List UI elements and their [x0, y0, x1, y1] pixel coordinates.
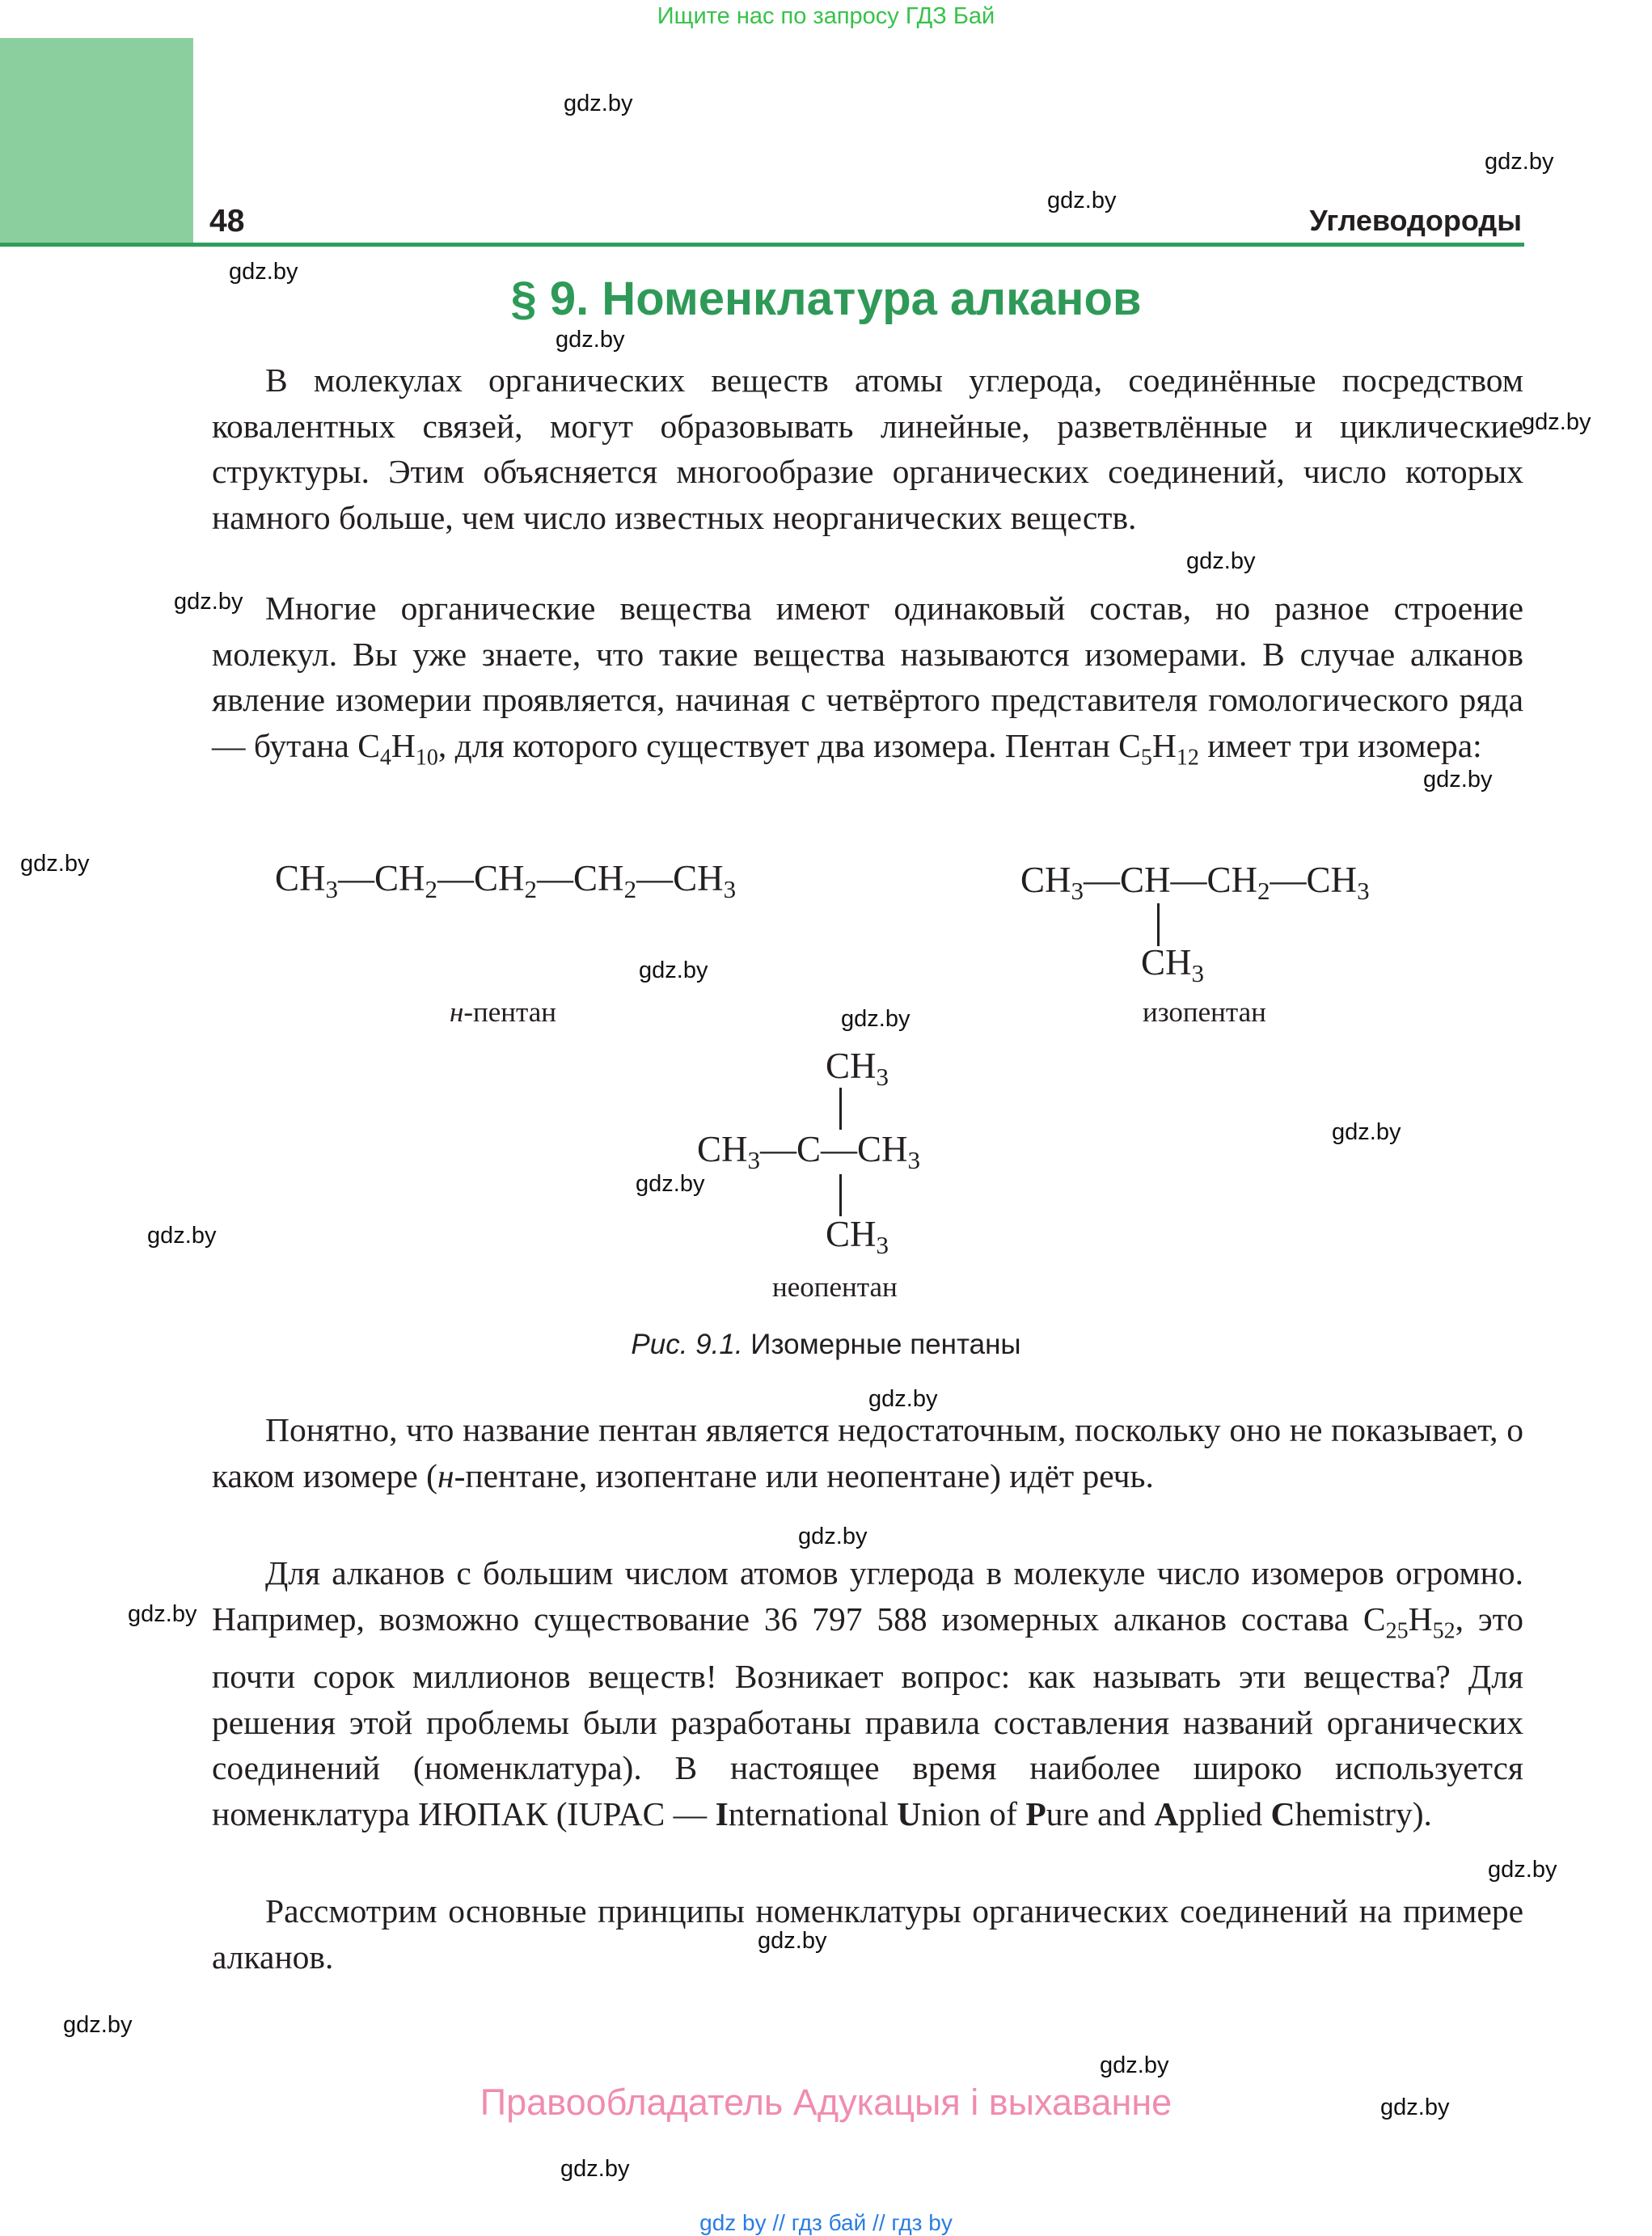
bond-vertical [839, 1174, 842, 1216]
watermark: gdz.by [636, 1171, 705, 1197]
watermark: gdz.by [639, 957, 708, 983]
subscript: 2 [623, 875, 637, 903]
paragraph-4 [212, 1550, 1523, 1837]
watermark: gdz.by [20, 851, 90, 877]
bond: — [338, 858, 375, 898]
watermark: gdz.by [1332, 1119, 1401, 1145]
italic-n: н [437, 1456, 454, 1494]
watermark: gdz.by [1100, 2052, 1169, 2078]
group-c: C [796, 1129, 822, 1169]
subscript: 3 [1191, 959, 1205, 987]
watermark: gdz.by [1047, 188, 1117, 213]
group-ch2: CH [573, 858, 624, 898]
page-number: 48 [209, 204, 245, 239]
paragraph-3 [212, 1407, 1523, 1498]
bond: — [537, 858, 574, 898]
neopentane-top [826, 1046, 889, 1091]
subscript: 3 [723, 875, 737, 903]
paragraph-2-text-c: имеет три изомера: [1198, 726, 1482, 764]
subscript: 2 [1257, 877, 1270, 905]
neopentane-label: неопентан [772, 1271, 898, 1303]
formula-h: H [1151, 726, 1177, 764]
paragraph-4-text-e: ure and [1046, 1794, 1155, 1832]
bond: — [821, 1129, 858, 1169]
paragraph-1 [212, 357, 1523, 540]
subscript: 2 [524, 875, 538, 903]
watermark: gdz.by [560, 2156, 630, 2182]
figure-label: Рис. 9.1. [631, 1329, 743, 1360]
group-ch3: CH [1141, 942, 1192, 983]
bond: — [1270, 860, 1307, 900]
paragraph-2-text-a: Многие органические вещества имеют одинаковый состав, но разное строение молекул. Вы уже знаете, что такие вещества называются изомерами. В случае алканов явление изомерии проявляется, начиная с четвёртого представителя гомологического ряда — бутана C [212, 590, 1523, 764]
watermark: gdz.by [128, 1601, 197, 1627]
bond: — [1170, 860, 1207, 900]
section-title: § 9. Номенклатура алканов [510, 273, 1142, 325]
subscript: 3 [325, 875, 339, 903]
paragraph-3-text-b: -пентане, изопентане или неопентане) идёт речь. [454, 1456, 1154, 1494]
iupac-cap: I [715, 1794, 729, 1832]
group-ch3: CH [697, 1129, 748, 1169]
watermark: gdz.by [1522, 409, 1591, 435]
watermark: gdz.by [174, 589, 243, 615]
italic-n: н [450, 996, 464, 1028]
paragraph-1-text: В молекулах органических веществ атомы углерода, соединённые посредством ковалентных связей, могут образовывать линейные, разветвлённые и циклические структуры. Этим объясняется многообразие органических соединений, число которых намного больше, чем число известных неорганических веществ. [212, 361, 1523, 536]
subscript: 3 [747, 1146, 761, 1174]
paragraph-4-text-b: , это почти сорок миллионов веществ! Возникает вопрос: как называть эти вещества? Для решения этой проблемы были разработаны правила составления названий органических соединений (номенклатура). В настоящее время наиболее широко используется номенклатура ИЮПАК (IUPAC — [212, 1600, 1523, 1832]
iupac-cap: P [1025, 1794, 1046, 1832]
paragraph-4-text-c: nternational [728, 1794, 898, 1832]
group-ch2: CH [1206, 860, 1258, 900]
bond: — [760, 1129, 797, 1169]
footer-links[interactable]: gdz by // гдз бай // гдз by [699, 2210, 953, 2235]
subscript: 3 [876, 1231, 889, 1259]
bond-vertical [1157, 903, 1160, 946]
n-pentane-formula [275, 858, 737, 903]
neopentane-bottom [826, 1214, 889, 1259]
watermark: gdz.by [147, 1223, 217, 1249]
neopentane-middle [697, 1129, 921, 1174]
watermark: gdz.by [556, 327, 625, 353]
subscript: 2 [425, 875, 438, 903]
running-head: Углеводороды [1309, 204, 1522, 237]
header-rule [0, 243, 1524, 247]
rights-holder-notice: Правообладатель Адукацыя і выхаванне [480, 2082, 1172, 2123]
subscript: 3 [1071, 877, 1084, 905]
formula-sub: 4 [379, 744, 391, 770]
header-green-block [0, 38, 193, 244]
group-ch3: CH [1020, 860, 1071, 900]
watermark: gdz.by [63, 2012, 133, 2038]
paragraph-5-text: Рассмотрим основные принципы номенклатуры органических соединений на примере алканов. [212, 1892, 1523, 1976]
watermark: gdz.by [1485, 149, 1554, 175]
group-ch2: CH [374, 858, 425, 898]
paragraph-4-text-a: Для алканов с большим числом атомов углерода в молекуле число изомеров огромно. Например, возможно существование 36 797 588 изомерных алканов состава C [212, 1554, 1523, 1638]
group-ch3: CH [275, 858, 326, 898]
watermark: gdz.by [758, 1928, 827, 1954]
watermark: gdz.by [1423, 767, 1493, 793]
isopentane-branch [1141, 942, 1205, 987]
group-ch: CH [1120, 860, 1171, 900]
watermark: gdz.by [868, 1386, 938, 1412]
paragraph-4-text-f: pplied [1178, 1794, 1271, 1832]
paragraph-4-text-d: nion of [921, 1794, 1026, 1832]
formula-sub: 12 [1176, 744, 1199, 770]
iupac-cap: C [1270, 1794, 1295, 1832]
group-ch3: CH [826, 1214, 877, 1254]
n-pentane-label [450, 996, 556, 1029]
group-ch2: CH [474, 858, 525, 898]
formula-sub: 25 [1385, 1617, 1409, 1643]
group-ch3: CH [673, 858, 724, 898]
figure-caption-text: Изомерные пентаны [742, 1329, 1021, 1360]
isopentane-formula [1020, 860, 1370, 905]
formula-h: H [1408, 1600, 1433, 1638]
isopentane-label: изопентан [1143, 996, 1266, 1028]
group-ch3: CH [1306, 860, 1358, 900]
bond: — [437, 858, 475, 898]
group-ch3: CH [826, 1046, 877, 1086]
subscript: 3 [876, 1063, 889, 1091]
n-pentane-label-text: -пентан [463, 996, 557, 1028]
paragraph-4-text-g: hemistry). [1295, 1794, 1432, 1832]
watermark: gdz.by [1380, 2094, 1450, 2120]
bond-vertical [839, 1088, 842, 1130]
paragraph-2-text-b: , для которого существует два изомера. Пентан C [437, 726, 1141, 764]
watermark: gdz.by [229, 259, 298, 285]
bond: — [1084, 860, 1121, 900]
paragraph-3-text-a: Понятно, что название пентан является недостаточным, поскольку оно не показывает, о каком изомере ( [212, 1411, 1523, 1494]
figure-caption [0, 1329, 1652, 1361]
group-ch3: CH [857, 1129, 908, 1169]
watermark: gdz.by [1186, 548, 1256, 574]
bond: — [636, 858, 674, 898]
formula-sub: 52 [1432, 1617, 1456, 1643]
watermark: gdz.by [1488, 1857, 1557, 1883]
iupac-cap: U [897, 1794, 922, 1832]
top-banner: Ищите нас по запросу ГДЗ Бай [657, 3, 995, 29]
subscript: 3 [1357, 877, 1370, 905]
iupac-cap: A [1154, 1794, 1179, 1832]
watermark: gdz.by [564, 91, 633, 116]
subscript: 3 [907, 1146, 921, 1174]
watermark: gdz.by [841, 1006, 911, 1032]
formula-sub: 5 [1140, 744, 1152, 770]
watermark: gdz.by [798, 1524, 868, 1549]
paragraph-5 [212, 1888, 1523, 1980]
formula-sub: 10 [415, 744, 438, 770]
formula-h: H [391, 726, 416, 764]
paragraph-2 [212, 585, 1523, 780]
